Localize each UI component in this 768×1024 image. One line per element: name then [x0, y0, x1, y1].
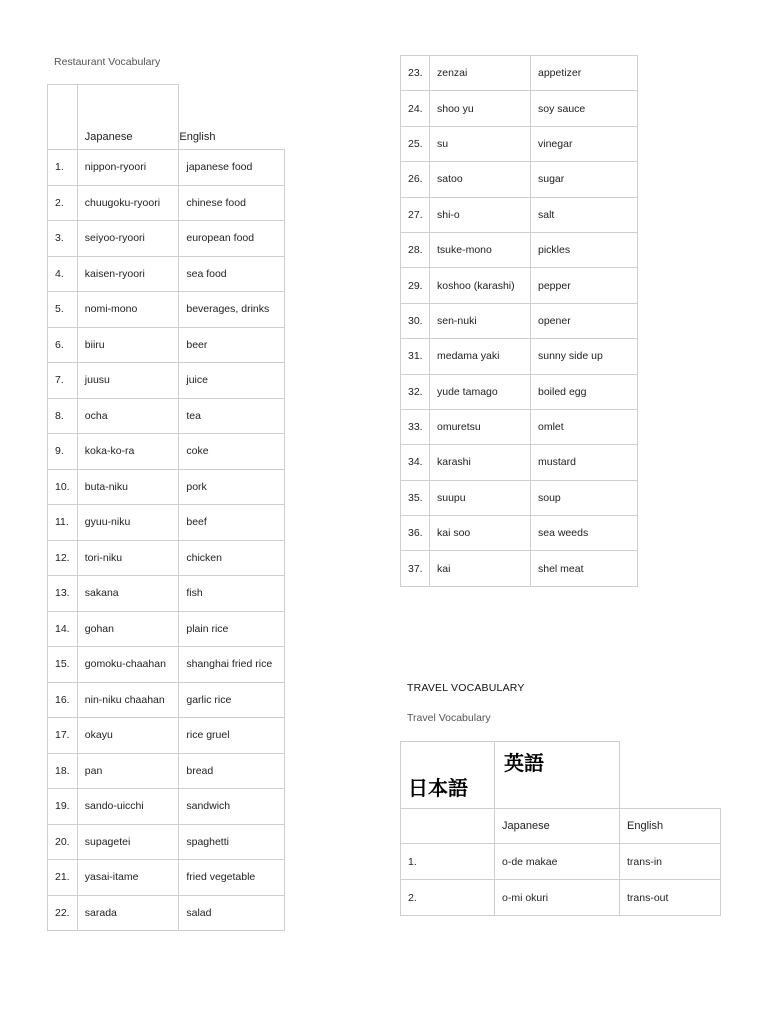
row-number: 30. [401, 303, 430, 338]
english-term: sea weeds [531, 516, 638, 551]
english-term: plain rice [179, 611, 285, 647]
row-number: 23. [401, 56, 430, 91]
english-term: pickles [531, 232, 638, 267]
table-row [401, 162, 638, 197]
row-number: 19. [48, 789, 78, 825]
english-term: vinegar [531, 126, 638, 161]
row-number: 9. [48, 434, 78, 470]
table-row [48, 647, 285, 683]
japanese-term: buta-niku [77, 469, 179, 505]
english-term: bread [179, 753, 285, 789]
header-english: English [620, 809, 721, 844]
row-number: 33. [401, 409, 430, 444]
english-term: salad [179, 895, 285, 931]
japanese-term: karashi [430, 445, 531, 480]
row-number: 29. [401, 268, 430, 303]
english-term: sugar [531, 162, 638, 197]
japanese-term: yasai-itame [77, 860, 179, 896]
english-term: soy sauce [531, 91, 638, 126]
japanese-title-cell [401, 742, 495, 809]
table-row [48, 505, 285, 541]
table-row [401, 844, 721, 880]
row-number: 11. [48, 505, 78, 541]
english-title-cell [495, 742, 620, 809]
travel-caption: Travel Vocabulary [407, 712, 491, 724]
row-number: 34. [401, 445, 430, 480]
japanese-term: o-de makae [495, 844, 620, 880]
row-number: 2. [48, 185, 78, 221]
table-row [401, 303, 638, 338]
table-row [401, 516, 638, 551]
table-row [401, 551, 638, 586]
japanese-term: gyuu-niku [77, 505, 179, 541]
table-row [48, 327, 285, 363]
table-row [48, 895, 285, 931]
english-term: soup [531, 480, 638, 515]
japanese-term: gohan [77, 611, 179, 647]
japanese-term: suupu [430, 480, 531, 515]
japanese-term: seiyoo-ryoori [77, 221, 179, 257]
table-row [48, 256, 285, 292]
japanese-term: tori-niku [77, 540, 179, 576]
row-number: 21. [48, 860, 78, 896]
row-number: 5. [48, 292, 78, 328]
table-row [48, 860, 285, 896]
row-number: 36. [401, 516, 430, 551]
table-row [48, 611, 285, 647]
english-term: trans-out [620, 880, 721, 916]
japanese-term: supagetei [77, 824, 179, 860]
english-term: beverages, drinks [179, 292, 285, 328]
travel-vocabulary-table [400, 741, 721, 916]
row-number: 8. [48, 398, 78, 434]
row-number: 26. [401, 162, 430, 197]
header-english: English [179, 85, 285, 150]
row-number: 24. [401, 91, 430, 126]
english-term: juice [179, 363, 285, 399]
japanese-term: chuugoku-ryoori [77, 185, 179, 221]
row-number: 10. [48, 469, 78, 505]
row-number: 1. [48, 150, 78, 186]
english-term: sunny side up [531, 339, 638, 374]
table-row [48, 292, 285, 328]
english-term: shel meat [531, 551, 638, 586]
japanese-term: sen-nuki [430, 303, 531, 338]
english-term: sea food [179, 256, 285, 292]
english-term: omlet [531, 409, 638, 444]
row-number: 17. [48, 718, 78, 754]
table-row [48, 789, 285, 825]
english-term: chinese food [179, 185, 285, 221]
japanese-term: nin-niku chaahan [77, 682, 179, 718]
row-number: 25. [401, 126, 430, 161]
english-term: pork [179, 469, 285, 505]
japanese-term: medama yaki [430, 339, 531, 374]
japanese-term: kai [430, 551, 531, 586]
english-term: coke [179, 434, 285, 470]
row-number: 14. [48, 611, 78, 647]
table-row [48, 469, 285, 505]
japanese-term: tsuke-mono [430, 232, 531, 267]
japanese-term: kai soo [430, 516, 531, 551]
restaurant-vocabulary-table-continued [400, 55, 638, 587]
restaurant-caption: Restaurant Vocabulary [54, 56, 161, 68]
english-term: garlic rice [179, 682, 285, 718]
header-number-cell [48, 85, 78, 150]
japanese-term: sakana [77, 576, 179, 612]
japanese-term: biiru [77, 327, 179, 363]
row-number: 32. [401, 374, 430, 409]
japanese-term: ocha [77, 398, 179, 434]
japanese-term: satoo [430, 162, 531, 197]
table-row [48, 398, 285, 434]
english-term: salt [531, 197, 638, 232]
table-row [401, 197, 638, 232]
english-term: rice gruel [179, 718, 285, 754]
english-title: 英語 [504, 750, 544, 775]
table-row [48, 824, 285, 860]
japanese-title: 日本語 [408, 775, 468, 800]
table-header-row [401, 809, 721, 844]
table-row [48, 185, 285, 221]
row-number: 13. [48, 576, 78, 612]
table-row [48, 718, 285, 754]
english-term: appetizer [531, 56, 638, 91]
row-number: 3. [48, 221, 78, 257]
row-number: 2. [401, 880, 495, 916]
table-row [401, 445, 638, 480]
row-number: 37. [401, 551, 430, 586]
row-number: 27. [401, 197, 430, 232]
english-term: fried vegetable [179, 860, 285, 896]
japanese-term: su [430, 126, 531, 161]
japanese-term: juusu [77, 363, 179, 399]
table-row [401, 268, 638, 303]
row-number: 1. [401, 844, 495, 880]
table-row [401, 374, 638, 409]
table-row [48, 576, 285, 612]
table-row [48, 221, 285, 257]
japanese-term: kaisen-ryoori [77, 256, 179, 292]
row-number: 20. [48, 824, 78, 860]
row-number: 18. [48, 753, 78, 789]
table-row [401, 56, 638, 91]
restaurant-vocabulary-table [47, 84, 285, 931]
header-japanese: Japanese [77, 85, 179, 150]
row-number: 7. [48, 363, 78, 399]
english-term: european food [179, 221, 285, 257]
row-number: 6. [48, 327, 78, 363]
japanese-term: sarada [77, 895, 179, 931]
table-row [401, 232, 638, 267]
japanese-term: gomoku-chaahan [77, 647, 179, 683]
english-term: spaghetti [179, 824, 285, 860]
row-number: 15. [48, 647, 78, 683]
english-term: opener [531, 303, 638, 338]
language-title-row [401, 742, 721, 809]
english-term: trans-in [620, 844, 721, 880]
english-term: shanghai fried rice [179, 647, 285, 683]
table-row [48, 682, 285, 718]
japanese-term: shi-o [430, 197, 531, 232]
japanese-term: o-mi okuri [495, 880, 620, 916]
header-number-cell [401, 809, 495, 844]
japanese-term: okayu [77, 718, 179, 754]
english-term: beef [179, 505, 285, 541]
table-header-row [48, 85, 285, 150]
english-term: sandwich [179, 789, 285, 825]
japanese-term: nippon-ryoori [77, 150, 179, 186]
japanese-term: pan [77, 753, 179, 789]
table-row [401, 409, 638, 444]
english-term: japanese food [179, 150, 285, 186]
table-row [401, 339, 638, 374]
row-number: 28. [401, 232, 430, 267]
english-term: fish [179, 576, 285, 612]
table-row [48, 150, 285, 186]
japanese-term: nomi-mono [77, 292, 179, 328]
header-japanese: Japanese [495, 809, 620, 844]
japanese-term: zenzai [430, 56, 531, 91]
english-term: mustard [531, 445, 638, 480]
table-row [401, 91, 638, 126]
table-row [401, 126, 638, 161]
row-number: 12. [48, 540, 78, 576]
table-row [401, 880, 721, 916]
english-term: pepper [531, 268, 638, 303]
table-row [48, 540, 285, 576]
empty-title-cell [620, 742, 721, 809]
table-row [48, 753, 285, 789]
row-number: 22. [48, 895, 78, 931]
english-term: tea [179, 398, 285, 434]
table-row [48, 363, 285, 399]
english-term: boiled egg [531, 374, 638, 409]
row-number: 16. [48, 682, 78, 718]
row-number: 4. [48, 256, 78, 292]
table-row [48, 434, 285, 470]
row-number: 31. [401, 339, 430, 374]
travel-heading: TRAVEL VOCABULARY [407, 682, 525, 694]
japanese-term: omuretsu [430, 409, 531, 444]
japanese-term: koka-ko-ra [77, 434, 179, 470]
english-term: beer [179, 327, 285, 363]
row-number: 35. [401, 480, 430, 515]
japanese-term: shoo yu [430, 91, 531, 126]
japanese-term: yude tamago [430, 374, 531, 409]
japanese-term: sando-uicchi [77, 789, 179, 825]
english-term: chicken [179, 540, 285, 576]
table-row [401, 480, 638, 515]
japanese-term: koshoo (karashi) [430, 268, 531, 303]
